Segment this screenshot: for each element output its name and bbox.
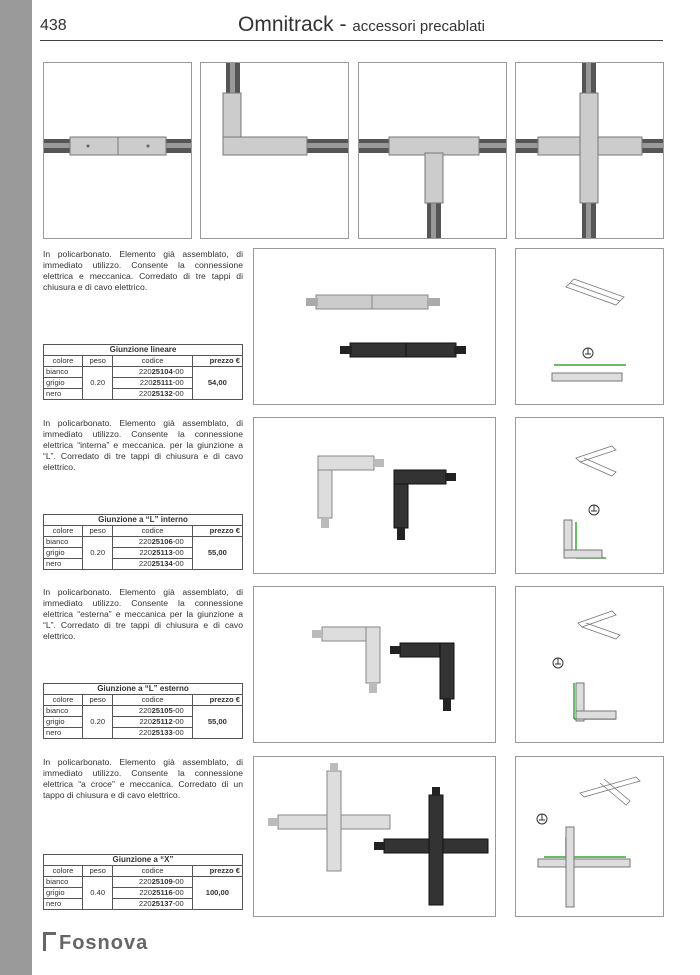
code-cell: 22025106-00	[113, 537, 192, 548]
product-photo-l-interno	[253, 417, 496, 574]
table-row	[44, 877, 243, 888]
col-codice: codice	[113, 866, 192, 877]
color-cell: grigio	[44, 717, 83, 728]
technical-diagram-l-esterno	[515, 586, 664, 743]
color-cell: nero	[44, 389, 83, 400]
col-colore: colore	[44, 695, 83, 706]
product-photo-linear	[253, 248, 496, 405]
price-cell: 100,00	[192, 877, 242, 910]
color-cell: nero	[44, 559, 83, 570]
table-title: Giunzione a “X”	[44, 855, 243, 866]
col-peso: peso	[82, 866, 113, 877]
weight-cell: 0.20	[82, 706, 113, 739]
price-cell: 55,00	[192, 537, 242, 570]
price-cell: 55,00	[192, 706, 242, 739]
product-description: In policarbonato. Elemento già assemblato, di immediato utilizzo. Consente la connessione elettrica “esterna” e meccanica per la giunzione a “L”. Corredato di tre tappi di chiusura e di cavo elettrico.	[43, 587, 243, 641]
color-cell: nero	[44, 728, 83, 739]
col-colore: colore	[44, 356, 83, 367]
col-peso: peso	[82, 695, 113, 706]
spec-table	[43, 683, 243, 739]
code-cell: 22025116-00	[113, 888, 192, 899]
table-row	[44, 537, 243, 548]
code-cell: 22025112-00	[113, 717, 192, 728]
color-cell: bianco	[44, 706, 83, 717]
photo-l-installed	[200, 62, 349, 239]
table-row	[44, 367, 243, 378]
technical-diagram-x	[515, 756, 664, 917]
table-title: Giunzione lineare	[44, 345, 243, 356]
page-title-main: Omnitrack	[238, 13, 334, 36]
logo-mark-icon	[43, 932, 56, 951]
col-peso: peso	[82, 356, 113, 367]
color-cell: bianco	[44, 537, 83, 548]
color-cell: grigio	[44, 888, 83, 899]
col-colore: colore	[44, 866, 83, 877]
code-cell: 22025133-00	[113, 728, 192, 739]
code-cell: 22025132-00	[113, 389, 192, 400]
code-cell: 22025109-00	[113, 877, 192, 888]
product-description: In policarbonato. Elemento già assemblato, di immediato utilizzo. Consente la connessione elettrica “a croce” e meccanica. Corredato di un tappo di chiusura e di cavo elettrico.	[43, 757, 243, 800]
code-cell: 22025113-00	[113, 548, 192, 559]
color-cell: nero	[44, 899, 83, 910]
side-band	[0, 0, 32, 975]
color-cell: bianco	[44, 877, 83, 888]
price-cell: 54,00	[192, 367, 242, 400]
code-cell: 22025137-00	[113, 899, 192, 910]
weight-cell: 0.20	[82, 367, 113, 400]
col-peso: peso	[82, 526, 113, 537]
page-number: 438	[40, 17, 67, 34]
photo-x-installed	[515, 62, 664, 239]
page-subtitle: accessori precablati	[352, 18, 485, 35]
photo-t-installed	[358, 62, 507, 239]
weight-cell: 0.20	[82, 537, 113, 570]
col-prezzo: prezzo €	[192, 866, 242, 877]
col-prezzo: prezzo €	[192, 356, 242, 367]
brand-logo	[43, 932, 148, 955]
technical-diagram-linear	[515, 248, 664, 405]
brand-name: Fosnova	[59, 932, 149, 954]
weight-cell: 0.40	[82, 877, 113, 910]
photo-linear-installed	[43, 62, 192, 239]
table-title: Giunzione a “L” interno	[44, 515, 243, 526]
col-colore: colore	[44, 526, 83, 537]
spec-table	[43, 514, 243, 570]
code-cell: 22025105-00	[113, 706, 192, 717]
spec-table	[43, 344, 243, 400]
technical-diagram-l-interno	[515, 417, 664, 574]
col-prezzo: prezzo €	[192, 526, 242, 537]
spec-table	[43, 854, 243, 910]
col-codice: codice	[113, 695, 192, 706]
product-photo-x	[253, 756, 496, 917]
col-codice: codice	[113, 356, 192, 367]
product-description: In policarbonato. Elemento già assemblato, di immediato utilizzo. Consente la connessione elettrica “interna” e meccanica. per la giunzione a “L”. Corredato di tre tappi di chiusura e di cavo elettrico.	[43, 418, 243, 472]
color-cell: grigio	[44, 548, 83, 559]
col-prezzo: prezzo €	[192, 695, 242, 706]
product-photo-l-esterno	[253, 586, 496, 743]
page-title: Omnitrack - accessori precablati	[238, 13, 485, 36]
product-description: In policarbonato. Elemento già assemblato, di immediato utilizzo. Consente la connessione elettrica e meccanica. Corredato di tre tappi di chiusura e di cavo elettrico.	[43, 249, 243, 292]
color-cell: bianco	[44, 367, 83, 378]
color-cell: grigio	[44, 378, 83, 389]
col-codice: codice	[113, 526, 192, 537]
header-rule	[40, 40, 663, 41]
table-title: Giunzione a “L” esterno	[44, 684, 243, 695]
table-row	[44, 706, 243, 717]
code-cell: 22025134-00	[113, 559, 192, 570]
code-cell: 22025111-00	[113, 378, 192, 389]
code-cell: 22025104-00	[113, 367, 192, 378]
